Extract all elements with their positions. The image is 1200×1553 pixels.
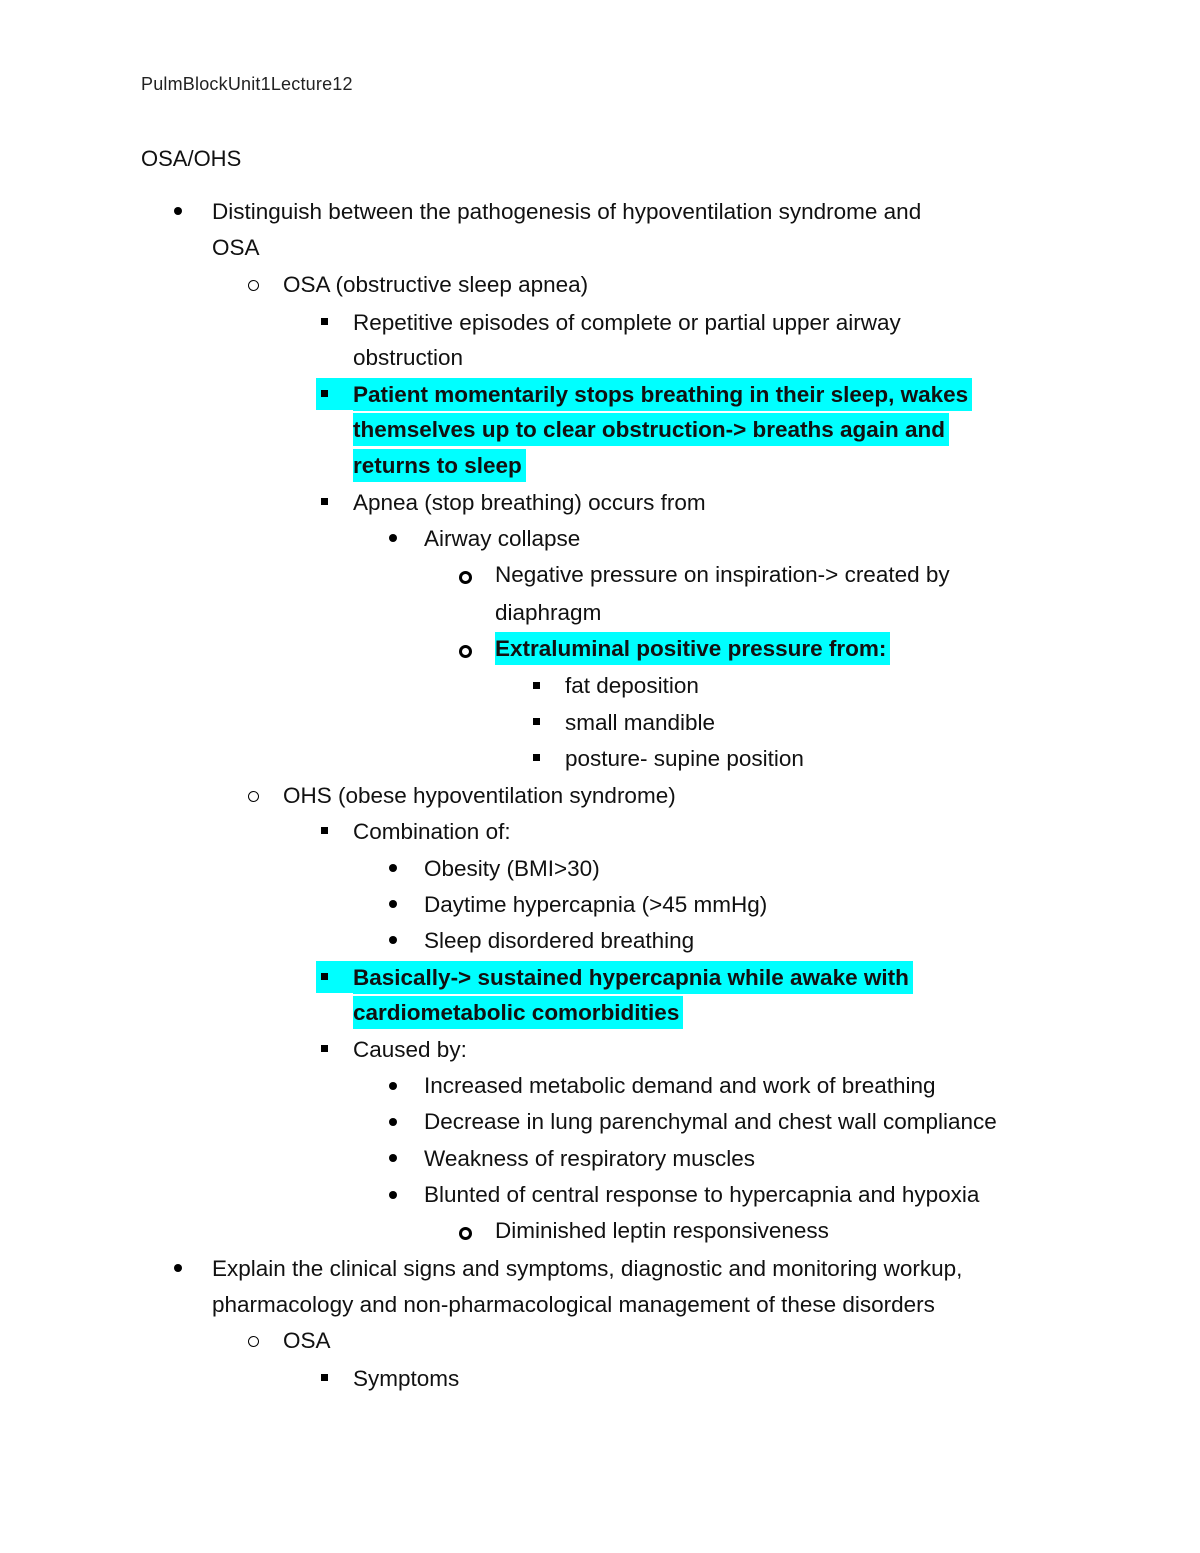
highlight-span: Extraluminal positive pressure from: xyxy=(495,632,890,665)
bullet-dot xyxy=(389,936,397,944)
bullet-square xyxy=(321,390,328,397)
highlighted-text xyxy=(353,965,913,991)
list-item-text: Caused by: xyxy=(353,1037,467,1062)
list-item-text: diaphragm xyxy=(495,600,602,625)
list-item-text: Diminished leptin responsiveness xyxy=(495,1218,829,1243)
list-item-text: Increased metabolic demand and work of breathing xyxy=(424,1073,936,1098)
bullet-dot xyxy=(389,534,397,542)
bullet-square xyxy=(533,718,540,725)
highlight-span: Patient momentarily stops breathing in their sleep, wakes xyxy=(353,378,972,411)
bullet-dot xyxy=(389,1082,397,1090)
bullet-square xyxy=(321,1374,328,1381)
list-item-text: Sleep disordered breathing xyxy=(424,928,695,953)
highlight-span: themselves up to clear obstruction-> breaths again and xyxy=(353,413,949,446)
list-item-text: Repetitive episodes of complete or partial upper airway xyxy=(353,310,901,335)
highlighted-text xyxy=(495,636,890,662)
highlighted-text xyxy=(353,1000,683,1026)
list-item-text: Weakness of respiratory muscles xyxy=(424,1146,755,1171)
bullet-square xyxy=(321,827,328,834)
list-item-text: small mandible xyxy=(565,710,716,735)
list-item-text: Distinguish between the pathogenesis of hypoventilation syndrome and xyxy=(212,199,922,224)
bullet-square xyxy=(321,1045,328,1052)
bullet-square xyxy=(321,973,328,980)
bullet-dot xyxy=(389,900,397,908)
bullet-circle xyxy=(459,1227,472,1240)
list-item-text: Combination of: xyxy=(353,819,511,844)
list-item-text: Apnea (stop breathing) occurs from xyxy=(353,490,706,515)
bullet-dot xyxy=(174,1264,182,1272)
bullet-circle xyxy=(459,645,472,658)
list-item-text: Obesity (BMI>30) xyxy=(424,856,600,881)
highlighted-text xyxy=(353,453,526,479)
highlight-span: cardiometabolic comorbidities xyxy=(353,996,683,1029)
section-title: OSA/OHS xyxy=(141,146,242,171)
bullet-square xyxy=(533,682,540,689)
list-item-text: pharmacology and non-pharmacological management of these disorders xyxy=(212,1292,935,1317)
bullet-circle xyxy=(459,571,472,584)
list-item-text: OSA xyxy=(283,1328,331,1353)
list-item-text: obstruction xyxy=(353,345,464,370)
bullet-dot xyxy=(389,864,397,872)
bullet-square xyxy=(533,754,540,761)
highlighted-text xyxy=(353,417,949,443)
highlight-span: returns to sleep xyxy=(353,449,526,482)
bullet-dot xyxy=(389,1118,397,1126)
list-item-text: posture- supine position xyxy=(565,746,804,771)
list-item-text: Explain the clinical signs and symptoms, diagnostic and monitoring workup, xyxy=(212,1256,963,1281)
bullet-circle xyxy=(248,1336,259,1347)
list-item-text: OHS (obese hypoventilation syndrome) xyxy=(283,783,676,808)
bullet-circle xyxy=(248,791,259,802)
bullet-square xyxy=(321,318,328,325)
page-header: PulmBlockUnit1Lecture12 xyxy=(141,74,353,94)
list-item-text: Decrease in lung parenchymal and chest wall compliance xyxy=(424,1109,997,1134)
bullet-dot xyxy=(389,1191,397,1199)
list-item-text: OSA (obstructive sleep apnea) xyxy=(283,272,589,297)
highlighted-text xyxy=(353,382,972,408)
list-item-text: Symptoms xyxy=(353,1366,460,1391)
highlight-span: Basically-> sustained hypercapnia while awake with xyxy=(353,961,913,994)
list-item-text: OSA xyxy=(212,235,260,260)
bullet-square xyxy=(321,498,328,505)
bullet-dot xyxy=(389,1154,397,1162)
list-item-text: Airway collapse xyxy=(424,526,581,551)
bullet-circle xyxy=(248,280,259,291)
list-item-text: Blunted of central response to hypercapnia and hypoxia xyxy=(424,1182,980,1207)
list-item-text: Negative pressure on inspiration-> created by xyxy=(495,562,950,587)
list-item-text: fat deposition xyxy=(565,673,699,698)
list-item-text: Daytime hypercapnia (>45 mmHg) xyxy=(424,892,768,917)
bullet-dot xyxy=(174,207,182,215)
